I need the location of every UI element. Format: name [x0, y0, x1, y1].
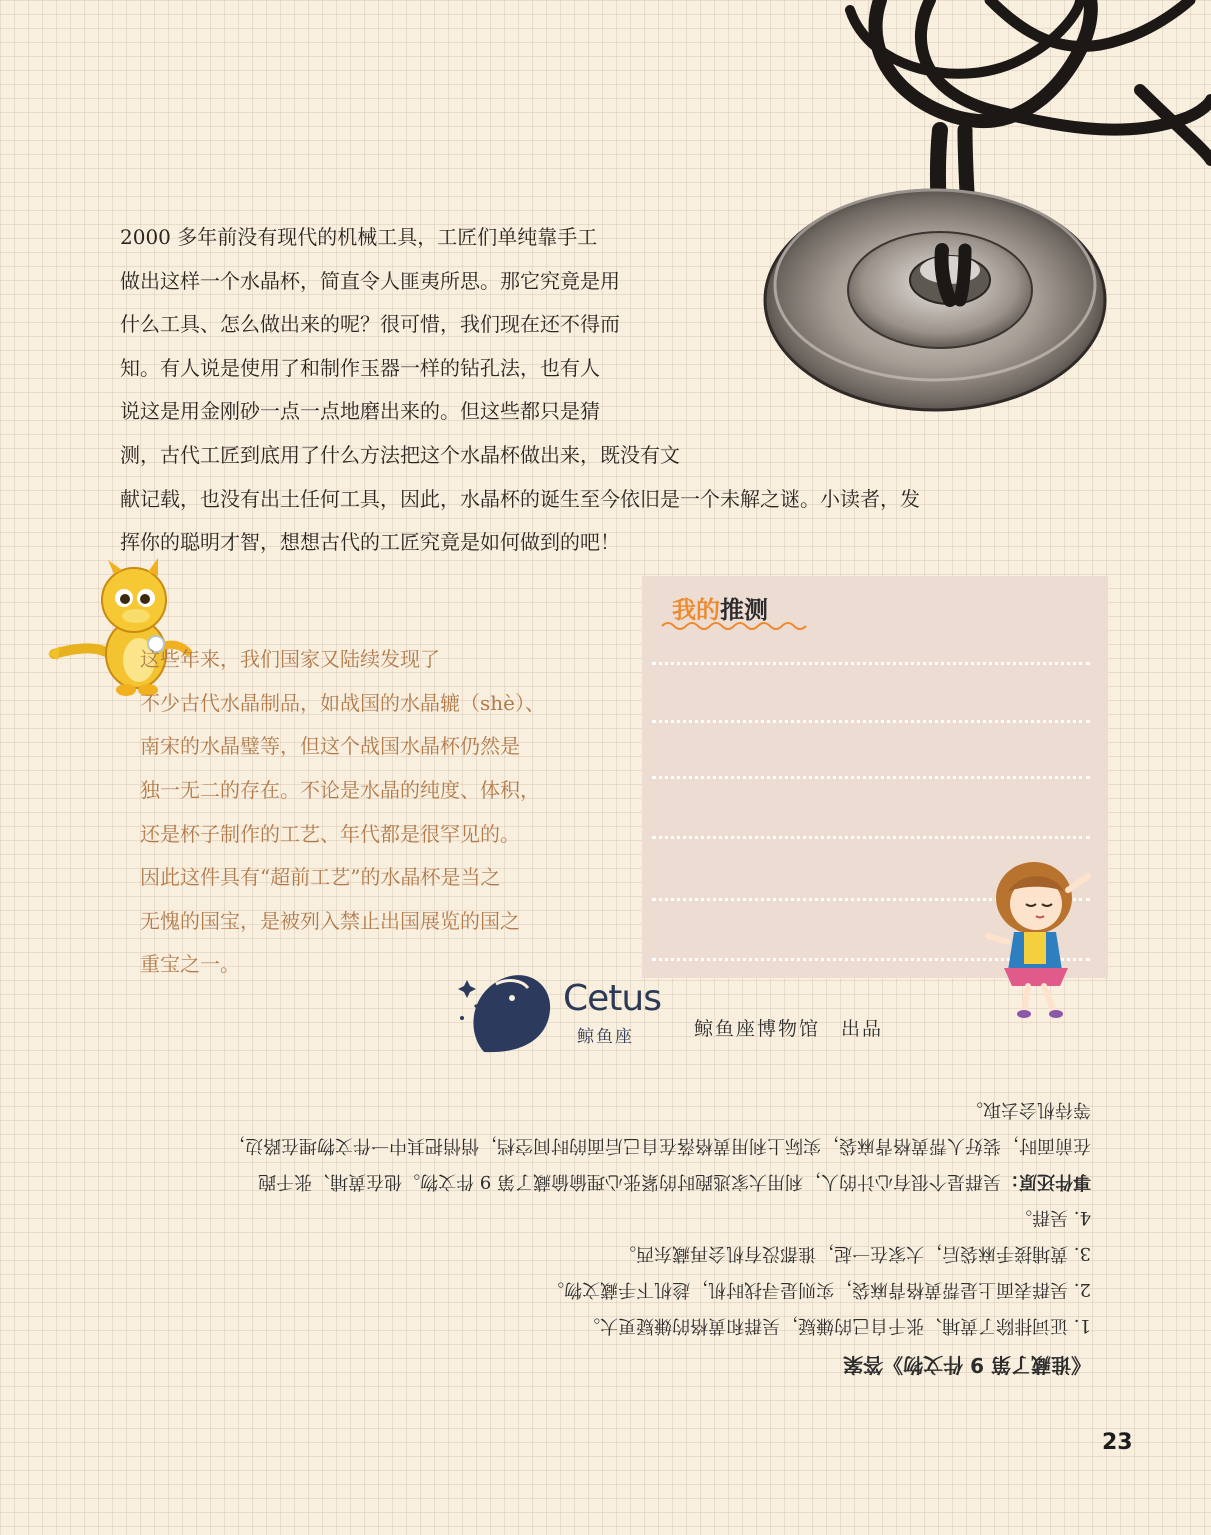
side-line: 还是杯子制作的工艺、年代都是很罕见的。	[140, 822, 520, 846]
side-line: 独一无二的存在。不论是水晶的纯度、体积，	[140, 778, 540, 802]
intro-line: 做出这样一个水晶杯，简直令人匪夷所思。那它究竟是用	[120, 269, 620, 293]
side-line: 不少古代水晶制品，如战国的水晶辘（shè）、	[140, 691, 545, 715]
truth-line	[258, 1170, 1091, 1192]
intro-line: 测，古代工匠到底用了什么方法把这个水晶杯做出来，既没有文	[120, 443, 680, 467]
answer-block-upside-down	[0, 1080, 1211, 1390]
girl-cartoon-icon	[984, 852, 1094, 1022]
answer-item: 3. 黄埔接手麻袋后，大家在一起，谁都没有机会再藏东西。	[618, 1243, 1091, 1264]
crystal-ring-artifact-image	[760, 0, 1211, 430]
truth-line: 在前面时，装好人帮黄格背麻袋，实际上利用黄格落在自己后面的时间空档，悄悄把其中一件文物埋在路边，	[227, 1135, 1091, 1156]
writing-line[interactable]	[652, 776, 1090, 779]
page-number: 23	[1102, 1430, 1133, 1455]
guess-title-accent: 我的	[672, 596, 720, 624]
writing-line[interactable]	[652, 662, 1090, 665]
wavy-underline-icon	[660, 620, 810, 632]
publisher-credit: 鲸鱼座博物馆 出品	[694, 1018, 884, 1040]
logo-chinese-name: 鲸鱼座	[577, 1027, 634, 1047]
truth-text: 吴群是个很有心计的人，利用大家逃跑时的紧张心理偷偷藏了第 9 件文物。他在黄埔、张千跑	[258, 1171, 1001, 1192]
answer-title: 《谁藏了第 9 件文物》答案	[843, 1353, 1091, 1377]
intro-line: 知。有人说是使用了和制作玉器一样的钻孔法，也有人	[120, 356, 600, 380]
cetus-whale-logo-icon	[456, 962, 556, 1058]
writing-line[interactable]	[652, 836, 1090, 839]
answer-item: 4. 吴群。	[1014, 1207, 1091, 1228]
intro-line: 说这是用金刚砂一点一点地磨出来的。但这些都只是猜	[120, 399, 600, 423]
side-line: 无愧的国宝，是被列入禁止出国展览的国之	[140, 909, 520, 933]
truth-line: 等待机会去取。	[965, 1099, 1091, 1120]
writing-line[interactable]	[652, 720, 1090, 723]
logo-english-name: Cetus	[563, 978, 661, 1019]
guess-title-main: 推测	[720, 596, 768, 624]
intro-line: 2000 多年前没有现代的机械工具，工匠们单纯靠手工	[120, 225, 598, 249]
intro-line: 什么工具、怎么做出来的呢？很可惜，我们现在还不得而	[120, 312, 620, 336]
side-line: 因此这件具有“超前工艺”的水晶杯是当之	[140, 865, 501, 889]
side-line: 南宋的水晶璧等，但这个战国水晶杯仍然是	[140, 734, 520, 758]
answer-item: 1. 证词排除了黄埔、张千自己的嫌疑，吴群和黄格的嫌疑更大。	[582, 1315, 1091, 1336]
intro-line: 献记载，也没有出土任何工具，因此，水晶杯的诞生至今依旧是一个未解之谜。小读者，发	[120, 487, 920, 511]
truth-label: 事件还原：	[1001, 1171, 1091, 1192]
answer-item: 2. 吴群表面上是帮黄格背麻袋，实则是寻找时机，趁机下手藏文物。	[546, 1279, 1091, 1300]
side-line: 这些年来，我们国家又陆续发现了	[140, 647, 440, 671]
side-line: 重宝之一。	[140, 952, 240, 976]
intro-line: 挥你的聪明才智，想想古代的工匠究竟是如何做到的吧！	[120, 530, 620, 554]
dragon-mascot-icon	[44, 556, 194, 702]
